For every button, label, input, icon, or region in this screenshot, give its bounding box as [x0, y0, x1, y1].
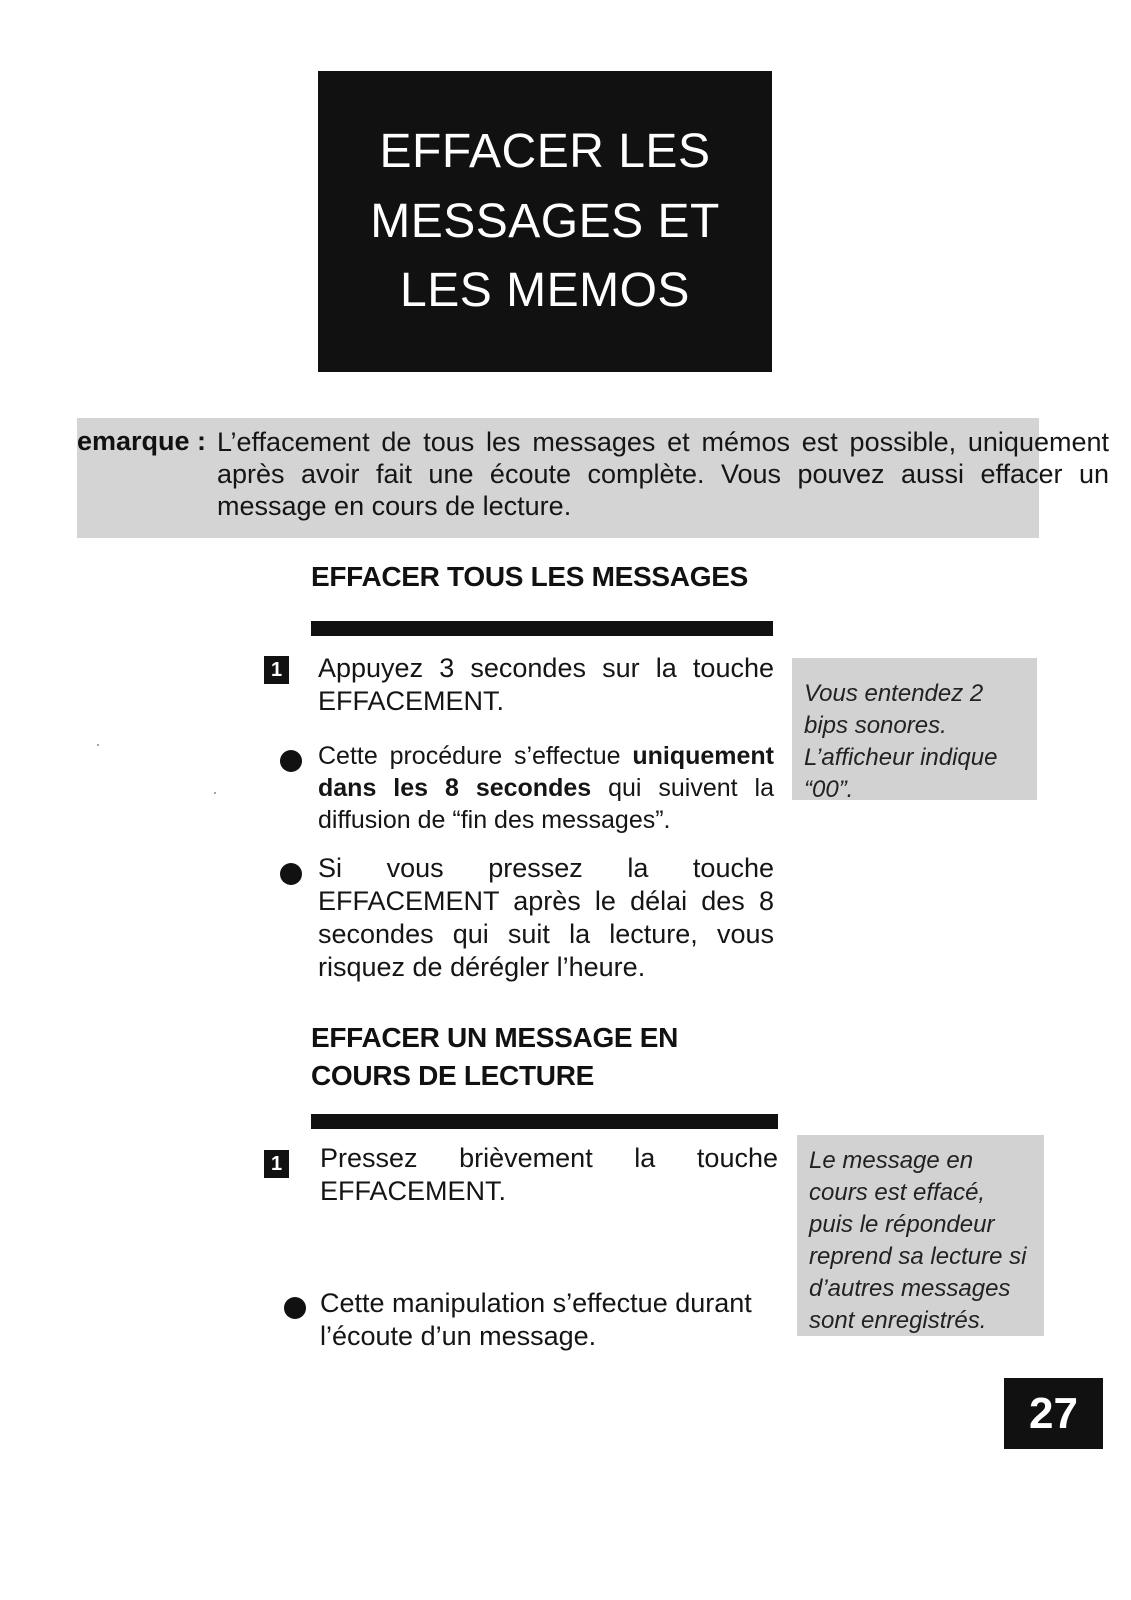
section-rule: [311, 1114, 778, 1129]
step-number-badge: 1: [264, 656, 289, 684]
section-heading-erase-one-line-1: EFFACER UN MESSAGE EN: [311, 1022, 679, 1053]
bullet-icon: [280, 750, 302, 772]
page-title-box: [318, 71, 772, 372]
section-heading-erase-all: EFFACER TOUS LES MESSAGES: [311, 561, 748, 592]
side-note-beeps: Vous entendez 2 bips sonores. L’afficheur indique “00”.: [792, 658, 1037, 800]
remark-band: [77, 418, 1109, 538]
remark-label: emarque :: [77, 426, 207, 456]
bullet-text-timing: [318, 740, 774, 836]
remark-text: L’effacement de tous les messages et mémos est possible, uniquement après avoir fait une écoute complète. Vous pouvez aussi effacer un message en cours de lecture.: [217, 427, 1109, 521]
page-title-line-1: EFFACER LES: [379, 125, 711, 179]
scan-speck: [97, 744, 99, 746]
bullet-icon: [280, 863, 302, 885]
bullet-text-part: qui suivent la diffusion de “fin des messages”.: [318, 774, 774, 834]
bullet-icon: [284, 1297, 306, 1319]
step-number-badge: 1: [264, 1150, 289, 1178]
side-note-message-erased: Le message en cours est effacé, puis le répondeur reprend sa lecture si d’autres messages sont enregistrés.: [797, 1135, 1044, 1336]
scan-speck: [214, 792, 216, 794]
step-instruction: Pressez brièvement la touche EFFACEMENT.: [320, 1143, 778, 1206]
bullet-text-bold: uniquement dans les 8 secondes: [318, 742, 774, 802]
bullet-text-part: Cette procédure s’effectue: [318, 742, 633, 770]
page-title-line-3: LES MEMOS: [400, 264, 690, 318]
bullet-text-during-playback: Cette manipulation s’effectue durant l’écoute d’un message.: [320, 1288, 752, 1351]
page-title-line-2: MESSAGES ET: [370, 194, 720, 248]
section-rule: [311, 621, 773, 636]
step-instruction: Appuyez 3 secondes sur la touche EFFACEMENT.: [318, 653, 774, 716]
section-heading-erase-one-line-2: COURS DE LECTURE: [311, 1060, 594, 1091]
bullet-text-warning: Si vous pressez la touche EFFACEMENT après le délai des 8 secondes qui suit la lecture, vous risquez de dérégler l’heure.: [318, 853, 774, 982]
page-number: 27: [1004, 1378, 1103, 1449]
